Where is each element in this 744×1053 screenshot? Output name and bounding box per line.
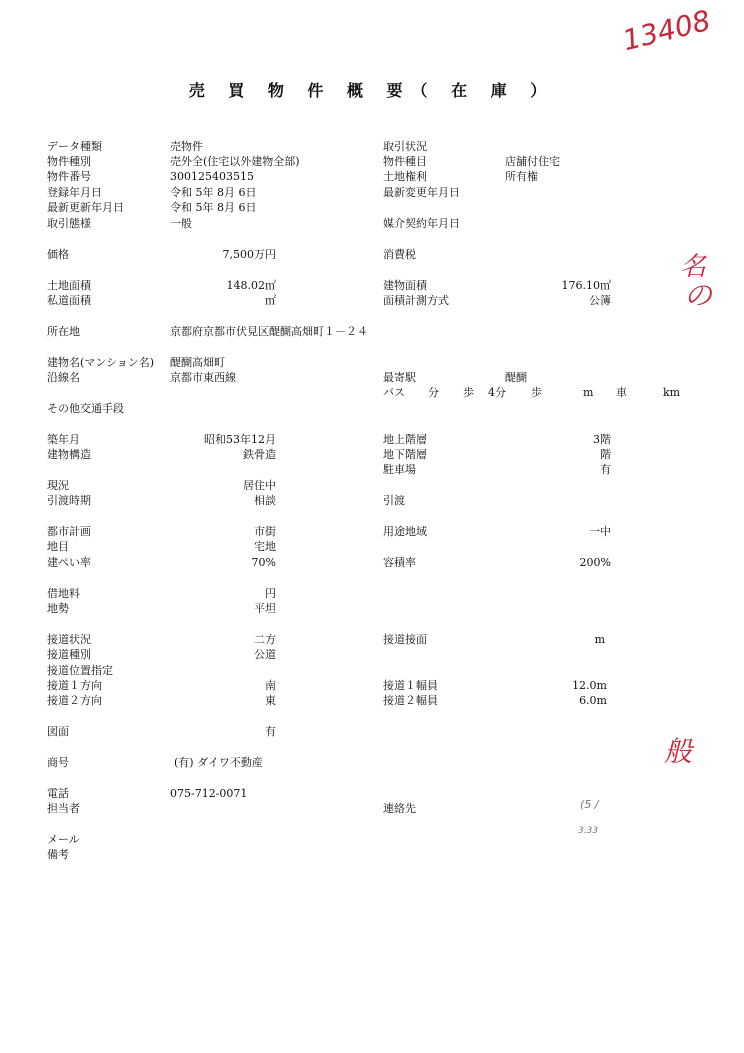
building-area-value: 176.10㎡ <box>561 279 611 292</box>
handover-time-value: 相談 <box>254 494 276 507</box>
building-name-value: 醍醐高畑町 <box>170 356 225 369</box>
handwritten-mark-circle: の <box>684 279 713 312</box>
trade-name-label: 商号 <box>47 756 69 769</box>
location-label: 所在地 <box>47 325 80 338</box>
land-right-value: 所有権 <box>505 170 538 183</box>
meter-label: m <box>583 386 594 399</box>
road1-direction-label: 接道１方向 <box>47 679 102 692</box>
floors-above-value: 3階 <box>593 433 611 446</box>
property-no-label: 物件番号 <box>47 170 91 183</box>
built-label: 築年月 <box>47 433 80 446</box>
road1-width-label: 接道１幅員 <box>383 679 438 692</box>
last-updated-label: 最新更新年月日 <box>47 201 124 214</box>
property-item-label: 物件種目 <box>383 155 427 168</box>
structure-label: 建物構造 <box>47 448 91 461</box>
use-zone-value: 一中 <box>589 525 611 538</box>
handwritten-mark-bottom: 般 <box>664 735 693 768</box>
road1-direction-value: 南 <box>265 679 276 692</box>
data-type-value: 売物件 <box>170 140 203 153</box>
terrain-value: 平坦 <box>254 602 276 615</box>
coverage-label: 建ぺい率 <box>47 556 91 569</box>
other-transport-label: その他交通手段 <box>47 402 124 415</box>
line-label: 沿線名 <box>47 371 80 384</box>
page-title: 売 買 物 件 概 要（ 在 庫 ） <box>188 81 556 100</box>
deal-status-label: 取引状況 <box>383 140 427 153</box>
road1-width-value: 12.0m <box>572 679 607 692</box>
data-type-label: データ種類 <box>47 140 102 153</box>
city-plan-value: 市街 <box>254 525 276 538</box>
deal-mode-label: 取引態様 <box>47 217 91 230</box>
road-type-label: 接道種別 <box>47 648 91 661</box>
floors-above-label: 地上階層 <box>383 433 427 446</box>
handover-label: 引渡 <box>383 494 405 507</box>
car-label: 車 <box>616 386 627 399</box>
land-area-value: 148.02㎡ <box>226 279 276 292</box>
parking-label: 駐車場 <box>383 463 416 476</box>
km-label: km <box>663 386 681 399</box>
property-no-value: 300125403515 <box>170 170 254 183</box>
walk-label-2: 歩 <box>531 386 542 399</box>
floors-below-label: 地下階層 <box>383 448 427 461</box>
building-area-label: 建物面積 <box>383 279 427 292</box>
location-value: 京都府京都市伏見区醍醐高畑町１－２４ <box>170 325 368 338</box>
station-label: 最寄駅 <box>383 371 416 384</box>
road2-direction-value: 東 <box>265 694 276 707</box>
last-changed-label: 最新変更年月日 <box>383 186 460 199</box>
road-type-value: 公道 <box>254 648 276 661</box>
handwritten-number: 13408 <box>619 3 714 58</box>
land-right-label: 土地権利 <box>383 170 427 183</box>
parking-value: 有 <box>600 463 611 476</box>
private-road-value: ㎡ <box>265 294 276 307</box>
drawing-value: 有 <box>265 725 276 738</box>
structure-value: 鉄骨造 <box>243 448 276 461</box>
phone-label: 電話 <box>47 787 69 800</box>
phone-value: 075-712-0071 <box>170 787 248 800</box>
floors-below-value: 階 <box>600 448 611 461</box>
contact-label: 連絡先 <box>383 802 416 815</box>
current-value: 居住中 <box>243 479 276 492</box>
road-status-label: 接道状況 <box>47 633 91 646</box>
staff-label: 担当者 <box>47 802 80 815</box>
agency-contract-label: 媒介契約年月日 <box>383 217 460 230</box>
registered-value: 令和 5年 8月 6日 <box>170 186 257 199</box>
area-method-label: 面積計測方式 <box>383 294 449 307</box>
walk-label: 歩 <box>463 386 474 399</box>
station-value: 醍醐 <box>505 371 527 384</box>
property-kind-value: 売外全(住宅以外建物全部) <box>170 155 300 168</box>
built-value: 昭和53年12月 <box>204 433 276 446</box>
land-category-label: 地目 <box>47 540 69 553</box>
tax-label: 消費税 <box>383 248 416 261</box>
bus-label: バス <box>383 386 405 399</box>
land-rent-value: 円 <box>265 587 276 600</box>
road-status-value: 二方 <box>254 633 276 646</box>
remarks-label: 備考 <box>47 848 69 861</box>
faint-note-2: 3.33 <box>578 826 599 836</box>
far-label: 容積率 <box>383 556 416 569</box>
trade-name-value: (有) ダイワ不動産 <box>174 756 263 769</box>
faint-note-1: (5 / <box>580 798 599 811</box>
current-label: 現況 <box>47 479 69 492</box>
email-label: メール <box>47 833 80 846</box>
deal-mode-value: 一般 <box>170 217 192 230</box>
city-plan-label: 都市計画 <box>47 525 91 538</box>
bus-minutes: 分 <box>428 386 439 399</box>
drawing-label: 図面 <box>47 725 69 738</box>
road2-direction-label: 接道２方向 <box>47 694 102 707</box>
far-value: 200% <box>579 556 611 569</box>
coverage-value: 70% <box>251 556 276 569</box>
road2-width-label: 接道２幅員 <box>383 694 438 707</box>
walk-value: 4分 <box>488 386 506 399</box>
private-road-label: 私道面積 <box>47 294 91 307</box>
area-method-value: 公簿 <box>589 294 611 307</box>
handover-time-label: 引渡時期 <box>47 494 91 507</box>
use-zone-label: 用途地域 <box>383 525 427 538</box>
property-kind-label: 物件種別 <box>47 155 91 168</box>
road-designation-label: 接道位置指定 <box>47 664 113 677</box>
terrain-label: 地勢 <box>47 602 69 615</box>
registered-label: 登録年月日 <box>47 186 102 199</box>
road-frontage-value: m <box>594 633 605 646</box>
price-value: 7,500万円 <box>222 248 276 261</box>
last-updated-value: 令和 5年 8月 6日 <box>170 201 257 214</box>
building-name-label: 建物名(マンション名) <box>47 356 155 369</box>
line-value: 京都市東西線 <box>170 371 236 384</box>
road2-width-value: 6.0m <box>579 694 607 707</box>
land-rent-label: 借地料 <box>47 587 80 600</box>
property-item-value: 店舗付住宅 <box>505 155 560 168</box>
road-frontage-label: 接道接面 <box>383 633 427 646</box>
land-category-value: 宅地 <box>254 540 276 553</box>
handwritten-mark-side: 名 <box>680 252 707 282</box>
price-label: 価格 <box>47 248 69 261</box>
land-area-label: 土地面積 <box>47 279 91 292</box>
